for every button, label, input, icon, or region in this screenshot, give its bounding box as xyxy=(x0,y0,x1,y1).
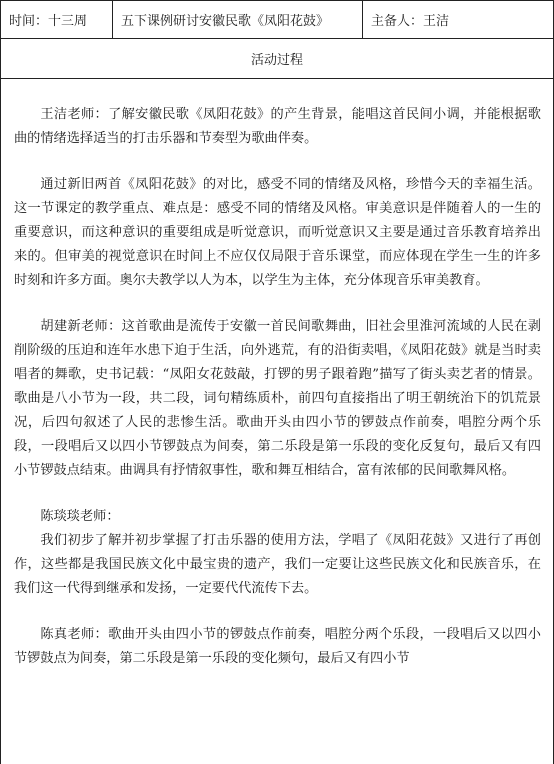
host-cell: 主备人：王洁 xyxy=(371,14,450,29)
paragraph-hujianxin: 胡建新老师：这首歌曲是流传于安徽一首民间歌舞曲，旧社会里淮河流域的人民在剥削阶级的压迫和连年水患下迫于生活，向外逃荒，有的沿街卖唱，《凤阳花鼓》就是当时卖唱者的舞歌，史书记载：“凤阳女花鼓敲，打锣的男子跟着跑”描写了街头卖艺者的情景。歌曲是八小节为一段，共二段，词句精练质朴，前四句直接指出了明王朝统治下的饥荒景况，后四句叙述了人民的悲惨生活。歌曲开头由四小节的锣鼓点作前奏，唱腔分两个乐段，一段唱后又以四小节锣鼓点为间奏，第二乐段是第一乐段的变化反复句，最后又有四小节锣鼓点结束。曲调具有抒情叙事性，歌和舞互相结合，富有浓郁的民间歌舞风格。 xyxy=(14,319,541,478)
paragraph-wangjie: 王洁老师：了解安徽民歌《凤阳花鼓》的产生背景，能唱这首民间小调，并能根据歌曲的情绪选择适当的打击乐器和节奏型为歌曲伴奏。 xyxy=(14,107,541,146)
time-cell: 时间：十三周 xyxy=(1,1,113,38)
header-row xyxy=(1,1,553,39)
speaker-chenyanyan: 陈琰琰老师： xyxy=(40,509,120,524)
section-title: 活动过程 xyxy=(250,53,303,68)
topic-cell: 五下课例研讨安徽民歌《凤阳花鼓》 xyxy=(113,1,363,38)
activity-content xyxy=(1,79,553,671)
paragraph-comparison: 通过新旧两首《凤阳花鼓》的对比，感受不同的情绪及风格，珍惜今天的幸福生活。这一节课定的教学重点、难点是：感受不同的情绪及风格。审美意识是伴随着人的一生的重要意识，而这种意识的重要组成是听觉意识，而听觉意识又主要是通过音乐教育培养出来的。但审美的视觉意识在时间上不应仅仅局限于音乐课堂，而应体现在学生一生的许多时刻和许多方面。奥尔夫教学以人为本，以学生为主体，充分体现音乐审美教育。 xyxy=(14,177,541,288)
section-title-row xyxy=(1,39,553,79)
paragraph-chenzhen: 陈真老师：歌曲开头由四小节的锣鼓点作前奏，唱腔分两个乐段，一段唱后又以四小节锣鼓点为间奏，第二乐段是第一乐段的变化频句，最后又有四小节 xyxy=(14,627,541,666)
paragraph-chenyanyan: 我们初步了解并初步掌握了打击乐器的使用方法，学唱了《凤阳花鼓》又进行了再创作，这些都是我国民族文化中最宝贵的遗产，我们一定要让这些民族文化和民族音乐，在我们这一代得到继承和发扬，一定要代代流传下去。 xyxy=(14,533,541,596)
